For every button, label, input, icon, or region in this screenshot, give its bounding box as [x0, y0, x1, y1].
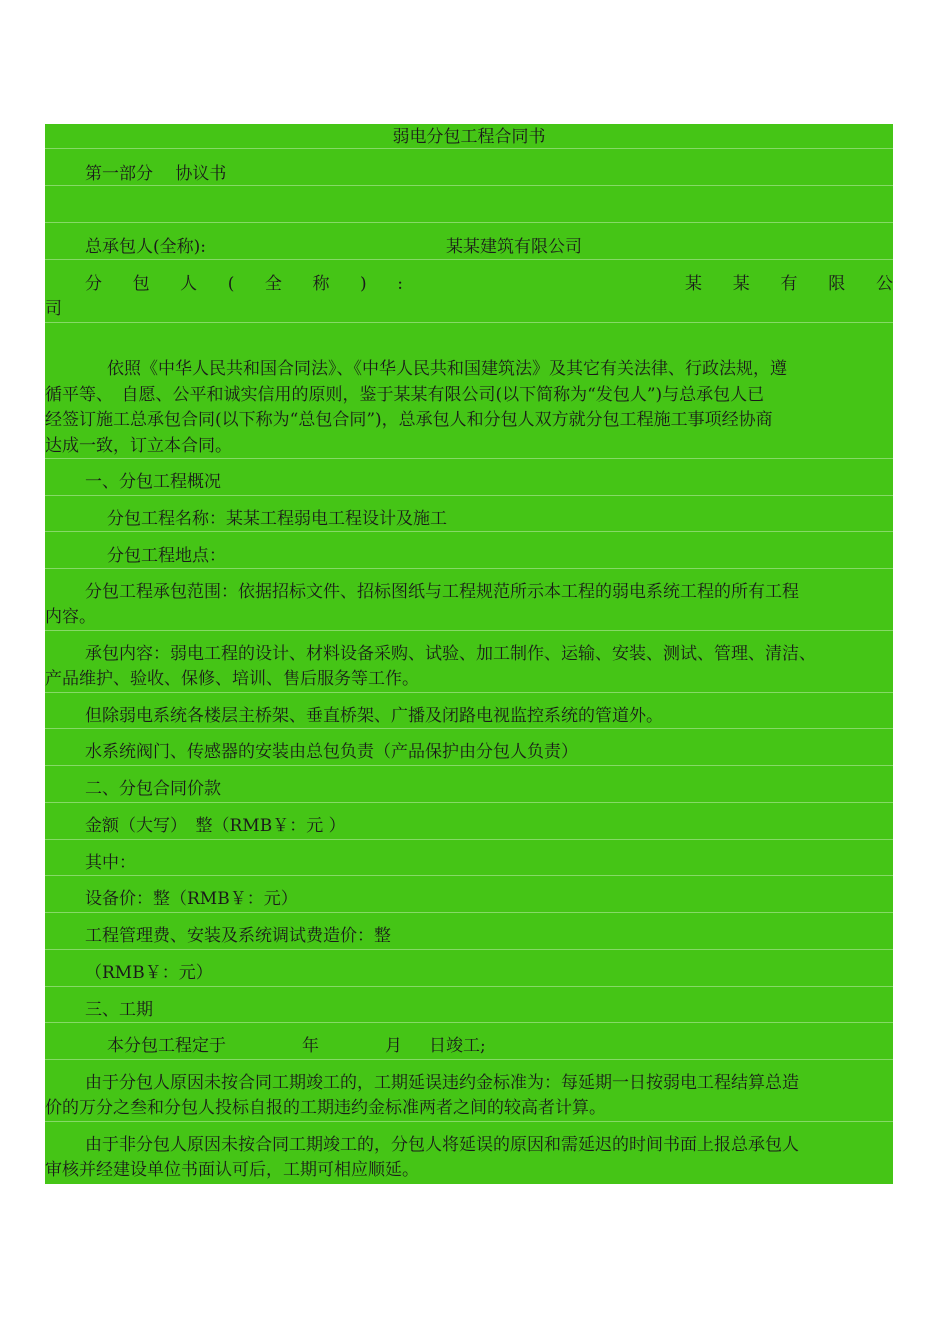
- water-system-text: 水系统阀门、传感器的安装由总包负责（产品保护由分包人负责）: [85, 742, 578, 762]
- sub-label-char: ): [360, 274, 367, 294]
- sub-label-char: 分: [85, 274, 102, 294]
- content-line: 承包内容：弱电工程的设计、材料设备采购、试验、加工制作、运输、安装、测试、管理、清洁、: [85, 644, 816, 664]
- sub-name-char: 公: [876, 274, 893, 294]
- document-title: 弱电分包工程合同书: [392, 127, 546, 147]
- completion-year: 年: [302, 1036, 319, 1056]
- management-fee-rmb: （RMB￥：元）: [85, 963, 213, 983]
- scope-line: 内容。: [45, 607, 96, 627]
- delay-clause: 价的万分之叁和分包人投标自报的工期违约金标准两者之间的较高者计算。: [45, 1098, 606, 1118]
- section-heading: 二、分包合同价款: [85, 779, 221, 799]
- equipment-price: 设备价：整（RMB￥：元）: [85, 889, 298, 909]
- delay-clause: 审核并经建设单位书面认可后，工期可相应顺延。: [45, 1160, 419, 1180]
- part-heading: 第一部分 协议书: [85, 164, 227, 184]
- sub-name-char: 有: [780, 274, 798, 294]
- sub-label-char: (: [227, 274, 235, 294]
- completion-day: 日竣工;: [429, 1036, 486, 1056]
- among-text: 其中：: [85, 853, 136, 873]
- intro-line: 经签订施工总承包合同(以下称为“总包合同”)，总承包人和分包人双方就分包工程施工事项经协商: [45, 410, 773, 430]
- subcontractor-label: [85, 272, 403, 297]
- section-heading: 一、分包工程概况: [85, 472, 221, 492]
- subcontractor-name: [685, 272, 893, 297]
- sub-name-char: 某: [732, 274, 750, 294]
- intro-line: 达成一致，订立本合同。: [45, 436, 232, 456]
- section-heading: 三、工期: [85, 1000, 153, 1020]
- amount-text: 金额（大写） 整（RMB￥：元 ）: [85, 816, 346, 836]
- exclusion-text: 但除弱电系统各楼层主桥架、垂直桥架、广播及闭路电视监控系统的管道外。: [85, 706, 663, 726]
- contractor-label: 总承包人(全称):: [85, 237, 206, 257]
- delay-clause: 由于分包人原因未按合同工期竣工的，工期延误违约金标准为：每延期一日按弱电工程结算总造: [85, 1073, 799, 1093]
- content-line: 产品维护、验收、保修、培训、售后服务等工作。: [45, 669, 419, 689]
- completion-month: 月: [385, 1036, 402, 1056]
- sub-name-char: 某: [685, 274, 702, 294]
- contractor-name: 某某建筑有限公司: [446, 237, 582, 257]
- subcontractor-name-tail: 司: [45, 299, 62, 319]
- project-site: 分包工程地点：: [107, 546, 226, 566]
- contract-highlight-block: [45, 124, 893, 1184]
- sub-label-char: :: [397, 274, 403, 294]
- management-fee: 工程管理费、安装及系统调试费造价：整: [85, 926, 391, 946]
- sub-label-char: 全: [264, 274, 282, 294]
- scope-line: 分包工程承包范围：依据招标文件、招标图纸与工程规范所示本工程的弱电系统工程的所有工程: [85, 582, 799, 602]
- intro-line: 依照《中华人民共和国合同法》、《中华人民共和国建筑法》及其它有关法律、行政法规，遵: [107, 359, 787, 379]
- sub-label-char: 人: [180, 274, 198, 294]
- project-name: 分包工程名称：某某工程弱电工程设计及施工: [107, 509, 447, 529]
- sub-name-char: 限: [828, 274, 846, 294]
- intro-line: 循平等、 自愿、公平和诚实信用的原则，鉴于某某有限公司(以下简称为“发包人”)与总承包人已: [45, 385, 765, 405]
- sub-label-char: 称: [312, 274, 330, 294]
- delay-clause: 由于非分包人原因未按合同工期竣工的，分包人将延误的原因和需延迟的时间书面上报总承包人: [85, 1135, 799, 1155]
- completion-prefix: 本分包工程定于: [107, 1036, 226, 1056]
- sub-label-char: 包: [132, 274, 150, 294]
